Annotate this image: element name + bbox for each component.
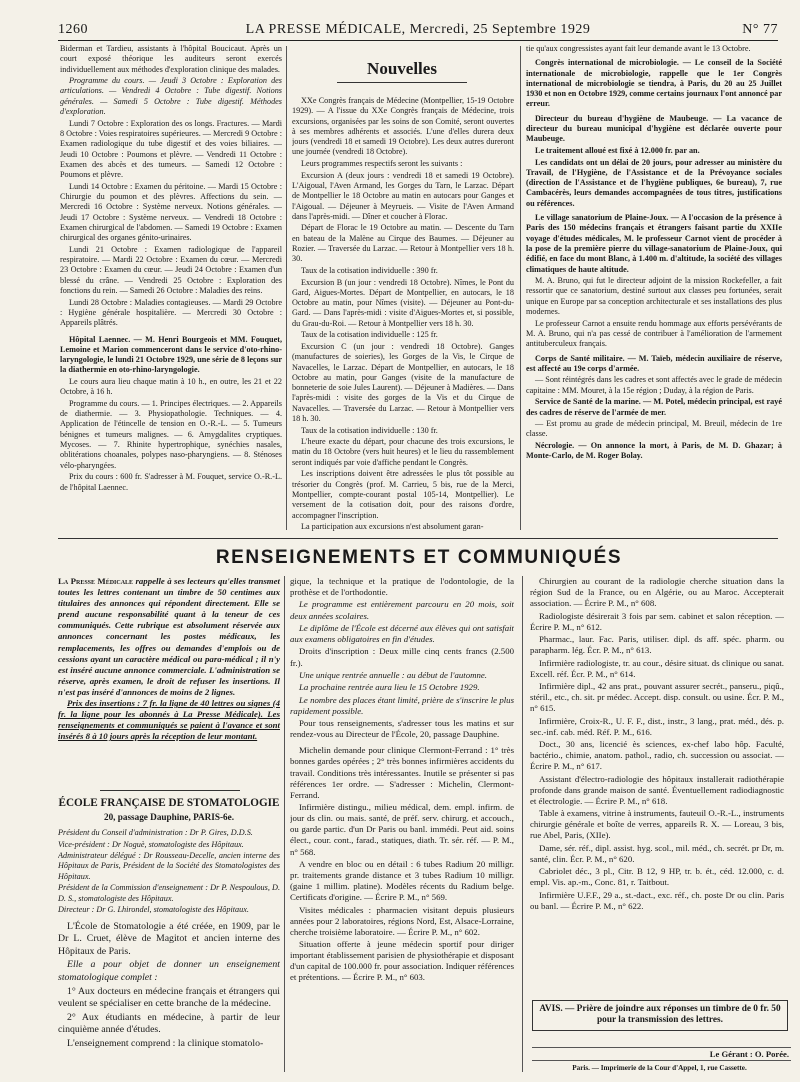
avis-box: AVIS. — Prière de joindre aux réponses un timbre de 0 fr. 50 pour la transmission des lettres. — [532, 1000, 788, 1031]
paragraph: Congrès international de microbiologie. — Le conseil de la Société internationale de microbiologie, rappelle que le 1er Congrès international de microbiologie se tiendra, à Paris, du 20 au 25 Juillet 1930 et non en Octobre 1929, comme certains journaux l'ont annoncé par erreur. — [526, 58, 782, 109]
paragraph: Lundi 21 Octobre : Examen radiologique de l'appareil respiratoire. — Mardi 22 Octobre : Examen du cœur. — Mercredi 23 Octobre : Examen du cœur. — Jeudi 24 Octobre : Examen d'un blessé du crâne. — Vendredi 25 Octobre : Exploration des fonctions du rein. — Samedi 26 Octobre : Maladies des reins. — [60, 244, 282, 296]
classified-ad: Visites médicales : pharmacien visitant depuis plusieurs années pour 2 laboratoires, régions Nord, Est, Alsace-Lorraine, cherche troisième laboratoire. — Écrire P. M., n° 602. — [290, 904, 514, 937]
officer-line: Président du Conseil d'administration : Dr P. Gires, D.D.S. — [58, 828, 253, 837]
classified-ad: Infirmière, Croix-R., U. F. F., dist., instr., 3 lang., prat. méd., dés. p. sec.-inf. cab. méd. Réf. P. M., 616. — [530, 715, 784, 737]
paragraph: 1° Aux docteurs en médecine français et étrangers qui veulent se spécialiser en cette branche de la médecine. — [58, 985, 280, 1010]
paragraph: Le cours aura lieu chaque matin à 10 h., en outre, les 21 et 22 Octobre, à 16 h. — [60, 376, 282, 397]
paragraph: gique, la technique et la pratique de l'odontologie, de la prothèse et de l'orthodontie. — [290, 576, 514, 598]
gerant-line: Le Gérant : O. Porée. — [532, 1047, 791, 1061]
classified-ad: Cabriolet déc., 3 pl., Citr. B 12, 9 HP, tr. b. ét., céd. 12.000, c. d. empl. Vis. ap.-m., Conc. 81, r. Taitbout. — [530, 866, 784, 888]
officer-line: Vice-président : Dr Noguè, stomatologiste des Hôpitaux. — [58, 839, 244, 849]
paragraph: L'École de Stomatologie a été créée, en 1909, par le Dr L. Cruet, élève de Magitot et ancien interne des Hôpitaux de Paris. — [58, 920, 280, 957]
printer-line: Paris. — Imprimerie de la Cour d'Appel, 1, rue Cassette. — [572, 1064, 747, 1072]
paragraph: Les inscriptions doivent être adressées le plus tôt possible au trésorier du Congrès (prof. M. Carrieu, 5 bis, rue de la Merci, Montpellier, compte-courant postal 105-14, Montpellier). Le versement de la cotisation doit, pour des raisons d'ordre, accompagner l'inscription. — [292, 469, 514, 520]
ecole-title: ÉCOLE FRANÇAISE DE STOMATOLOGIE — [58, 797, 280, 809]
paragraph: Le diplôme de l'École est décerné aux élèves qui ont satisfait aux examens obligatoires en fin d'études. — [290, 622, 514, 645]
notice-box — [58, 576, 280, 742]
classified-ad: Michelin demande pour clinique Clermont-Ferrand : 1° très bonnes gardes opérées ; 2° très bonnes infirmières accidents du travail. Conditions très intéressantes. Inutile se présenter si pas références 1er ordre. — S'adresser : Michelin, Clermont-Ferrand. — [290, 745, 514, 800]
section-title-nouvelles — [290, 58, 514, 83]
paragraph: XXe Congrès français de Médecine (Montpellier, 15-19 Octobre 1929). — A l'issue du XXe Congrès français de Médecine, trois excursions, organisées par les soins de son Comité, seront ouvertes à ses membres adhérents et associés. L'une d'elles durera deux jours (vendredi 18 et samedi 19 Octobre). Les deux autres dureront une journée (vendredi 18 Octobre). — [292, 96, 514, 157]
paragraph: Le programme est entièrement parcouru en 20 mois, soit deux années scolaires. — [290, 599, 514, 621]
paragraph: Nécrologie. — On annonce la mort, à Paris, de M. D. Ghazar; à Monte-Carlo, de M. Roger Bolay. — [526, 441, 782, 461]
paragraph: Biderman et Tardieu, assistants à l'hôpital Boucicaut. Après un court exposé théorique les auditeurs seront exercés individuellement aux méthodes d'exploration clinique des malades. — [60, 44, 282, 74]
paragraph: Excursion C (un jour : vendredi 18 Octobre). Ganges (manufactures de soieries), les Gorges de la Vis, le Cirque de Navacelles, le Larzac. Départ de Montpellier, en autocars, le 18 Octobre au matin, pour Ganges (visite de la manufacture de bonneterie de soie Jules Laurent). — Déjeuner à Madières. — Dans l'après-midi : visite des gorges de la Vis et du Cirque de Navacelles. — Traversée du Larzac. — Retour à Montpellier vers 18 h. 30. — [292, 341, 514, 423]
paragraph: Elle a pour objet de donner un enseignement stomatologique complet : — [58, 959, 280, 983]
officer-line: Administrateur délégué : Dr Rousseau-Decelle, ancien interne des Hôpitaux de Paris, Président de la Société des Stomatologistes des Hôpitaux. — [58, 851, 280, 881]
paragraph: Corps de Santé militaire. — M. Taïeb, médecin auxiliaire de réserve, est affecté au 19e corps d'armée. — [526, 353, 782, 373]
classified-ad: Infirmière U.F.F., 29 a., st.-dact., exc. réf., ch. poste Dr ou clin. Paris ou banl. — Écrire P. M., n° 622. — [530, 889, 784, 911]
paragraph: Le traitement alloué est fixé à 12.000 fr. par an. — [535, 145, 700, 155]
column-rule — [284, 576, 285, 1072]
paragraph: Le nombre des places étant limité, prière de s'inscrire le plus rapidement possible. — [290, 694, 514, 716]
lower-column-2 — [290, 576, 514, 1072]
section-banner: RENSEIGNEMENTS ET COMMUNIQUÉS — [215, 547, 623, 568]
paragraph: Prix du cours : 600 fr. S'adresser à M. Fouquet, service O.-R.-L. de l'hôpital Laennec. — [60, 472, 282, 492]
paragraph: Taux de la cotisation individuelle : 390 fr. — [301, 265, 438, 275]
paragraph: Lundi 28 Octobre : Maladies contagieuses. — Mardi 29 Octobre : Hygiène générale hospitalière. — Mercredi 30 Octobre : Appareils plâtrés. — [60, 297, 282, 328]
classified-ad: Situation offerte à jeune médecin sportif pour diriger important établissement parisien de physiothérapie et disposant d'un capital de 100.000 fr. pour association. Indiquer références et prétentions. — Écrire P. M., n° 603. — [290, 939, 514, 983]
paragraph: Excursion A (deux jours : vendredi 18 et samedi 19 Octobre). L'Aigoual, l'Aven Armand, les Gorges du Tarn, le Larzac. Départ de Montpellier le 18 Octobre au matin en autocars pour Ganges et l'Aigoual. — Déjeuner à Meyrueis. — Visite de l'Aven Armand dans l'après-midi. — Dîner et coucher à Florac. — [292, 170, 514, 221]
notice-price: Prix des insertions : 7 fr. la ligne de 40 lettres ou signes (4 fr. la ligne pour les abonnés à La Presse Médicale). Les renseignements et communiqués se paient à l'avance et sont insérés 8 à 10 jours après la réception de leur montant. — [58, 698, 280, 742]
paragraph: Les candidats ont un délai de 20 jours, pour adresser au ministère du Travail, de l'Hygiène, de l'Assistance et de la Prévoyance sociales (direction de l'Assistance et de l'hygiène publiques, 6e bureau), 7, rue Cambacérès, leurs demandes accompagnées de tous titres, justifications ou références. — [526, 157, 782, 208]
issue-number: N° 77 — [742, 22, 778, 37]
classified-ad: Table à examens, vitrine à instruments, fauteuil O.-R.-L., instruments chirurgie générale et boîte de verres, appareils R. X. — Loreau, 3 bis, rue Abel, Paris, (XIIe). — [530, 808, 784, 841]
notice-rule — [100, 790, 240, 791]
classified-ad: Radiologiste désirerait 3 fois par sem. cabinet et salon réception. — Écrire P. M., n° 612. — [530, 610, 784, 632]
notice-body: rappelle à ses lecteurs qu'elles transmet toutes les lettres contenant un timbre de 50 centimes aux titulaires des annonces qui répondent directement. Elle se prend aucune responsabilité quant à la teneur de ces communiqués. Cette rubrique est absolument réservée aux annonces concernant les postes médicaux, les remplacements, les offres ou demandes d'emplois ou de cessions ayant un caractère médical ou para-médical ; il n'y est inséré aucune annonce commerciale. L'administration se réserve, après examen, le droit de refuser les insertions. Il n'est pas inséré d'annonces de moins de 2 lignes. — [58, 576, 280, 697]
paragraph: L'heure exacte du départ, pour chacune des trois excursions, le matin du 18 Octobre (vers huit heures) et le lieu du rassemblement seront indiqués par voie d'affiche pendant le Congrès. — [292, 437, 514, 467]
upper-column-2 — [292, 96, 514, 534]
classified-ad: Chirurgien au courant de la radiologie cherche situation dans la région Sud de la France, ou en Algérie, ou au Maroc. Accepterait association. — Écrire P. M., n° 608. — [530, 576, 784, 609]
upper-column-3 — [526, 44, 782, 534]
lower-column-3 — [530, 576, 784, 994]
paragraph: Le professeur Carnot a ensuite rendu hommage aux efforts persévérants de M. A. Bruno, qui n'a pas cessé de contribuer à l'amélioration de l'armement antituberculeux français. — [526, 318, 782, 349]
classified-ad: Infirmière dipl., 42 ans prat., pouvant assurer secrét., panseru., piqû., stéril., etc., ch. sit. pr médec. Accept. disp. consult. ou usine. Écr. P. M., n° 615. — [530, 681, 784, 714]
publication-title: LA PRESSE MÉDICALE, Mercredi, 25 Septembre 1929 — [245, 22, 591, 37]
paragraph: La participation aux excursions n'est absolument garan- — [301, 522, 484, 532]
classified-ad: Assistant d'électro-radiologie des hôpitaux installerait radiothérapie profonde dans grande maison de santé. Éventuellement radiodiagnostic et électrologie. — Écrire P. M., n° 618. — [530, 773, 784, 806]
title-underline — [337, 82, 467, 83]
paragraph: Départ de Florac le 19 Octobre au matin. — Descente du Tarn en bateau de la Malène au Cirque des Baumes. — Déjeuner au Rozier. — Traversée du Larzac. — Retour à Montpellier vers 18 h. 30. — [292, 223, 514, 264]
paragraph: — Sont réintégrés dans les cadres et sont affectés avec le grade de médecin capitaine : MM. Mouret, à la 15e région ; Duday, à la région de Paris. — [526, 375, 782, 395]
paragraph: Programme du cours. — Jeudi 3 Octobre : Exploration des articulations. — Vendredi 4 Octobre : Tube digestif. Notions générales. — Samedi 5 Octobre : Tube digestif. Méthodes d'exploration. — [60, 76, 282, 117]
classified-ad: Infirmière distingu., milieu médical, dem. empl. infirm. de jour ds clin. ou mais. santé, de préf. serv. chirurg. et accouch., ou garde partic. d'un Dr Paris ou banl. immédi. Peut aid. soins élect., cour. cont., farad., statiques, diath. Tr. sér. réf. — P. M., n° 568. — [290, 802, 514, 857]
paragraph: La prochaine rentrée aura lieu le 15 Octobre 1929. — [299, 682, 480, 693]
paragraph: Service de Santé de la marine. — M. Potel, médecin principal, est rayé des cadres de réserve de l'armée de mer. — [526, 397, 782, 417]
ecole-column — [58, 828, 280, 1072]
notice-lead: La Presse Médicale — [58, 576, 134, 586]
column-rule — [520, 46, 521, 530]
upper-column-1 — [60, 44, 282, 534]
classified-ad: Infirmière radiologiste, tr. au cour., désire situat. ds clinique ou sanat. Excell. réf. Écr. P. M., n° 614. — [530, 657, 784, 679]
paragraph: Le village sanatorium de Plaine-Joux. — A l'occasion de la présence à Paris des 150 médecins français et étrangers faisant partie du XXIIe voyage d'études médicales, M. le professeur Carnot vient de procéder à la pose de la première pierre du village-sanatorium de Plaine-Joux, qui édifié, en face du mont Blanc, à 1.400 m. d'altitude, la société des villages climatiques de haute altitude. — [526, 213, 782, 274]
paragraph: Hôpital Laennec. — M. Henri Bourgeois et MM. Fouquet, Lemoine et Marion commenceront dans le service d'oto-rhino-laryngologie, le lundi 21 Octobre 1929, une série de 8 leçons sur la diathermie en oto-rhino-laryngologie. — [60, 334, 282, 375]
paragraph: tie qu'aux congressistes ayant fait leur demande avant le 13 Octobre. — [526, 44, 751, 53]
officer-line: Directeur : Dr G. Lhirondel, stomatologiste des Hôpitaux. — [58, 905, 249, 915]
column-rule — [286, 46, 287, 530]
paragraph: Pour tous renseignements, s'adresser tous les matins et sur rendez-vous au Directeur de l'École, 20, passage Dauphine. — [290, 718, 514, 740]
paragraph: — Est promu au grade de médecin principal, M. Breuil, médecin de 1re classe. — [526, 419, 782, 439]
paragraph: Droits d'inscription : Deux mille cinq cents francs (2.500 fr.). — [290, 646, 514, 668]
paragraph: Directeur du bureau d'hygiène de Maubeuge. — La vacance de directeur du bureau municipal d'hygiène est déclarée ouverte pour Maubeuge. — [526, 113, 782, 144]
classified-ad: Doct., 30 ans, licencié ès sciences, ex-chef labo hôp. Faculté, bactério., chimie, anatom. pathol., radio, ch. succession ou associat. — Écrire P. M., n° 617. — [530, 739, 784, 772]
page-number: 1260 — [58, 22, 88, 37]
paragraph: 2° Aux étudiants en médecine, à partir de leur cinquième année d'études. — [58, 1011, 280, 1036]
page-header — [58, 22, 778, 41]
section-rule — [58, 538, 778, 539]
classified-ad: Dame, sér. réf., dipl. assist. hyg. scol., mil. méd., ch. secrét. pr Dr, m. santé, clin. Écr. P. M., n° 620. — [530, 842, 784, 864]
classified-ad: Pharmac., laur. Fac. Paris, utiliser. dipl. ds aff. spéc. pharm. ou parapharm. lég. Écr. P. M., n° 613. — [530, 634, 784, 656]
column-rule — [522, 576, 523, 1072]
ecole-address: 20, passage Dauphine, PARIS-6e. — [103, 812, 234, 822]
paragraph: Taux de la cotisation individuelle : 125 fr. — [301, 330, 438, 340]
paragraph: Lundi 7 Octobre : Exploration des os longs. Fractures. — Mardi 8 Octobre : Voies respiratoires supérieures. — Mercredi 9 Octobre : Examen radiologique du tube digestif et des voies biliaires. — Jeudi 10 Octobre : Poumons et plèvre. — Vendredi 11 Octobre : Examen des abcès et des tumeurs. — Samedi 12 Octobre : Poumons et plèvre. — [60, 118, 282, 180]
paragraph: Excursion B (un jour : vendredi 18 Octobre). Nîmes, le Pont du Gard, Aigues-Mortes. Départ de Montpellier, en autocars, le 18 Octobre au matin, pour Nîmes (visite). — Déjeuner au Pont-du-Gard. — Dans l'après-midi : visite d'Aigues-Mortes et, si possible, du Grau-du-Roi. — Retour à Montpellier vers 18 h. 30. — [292, 277, 514, 328]
section-title-text: Nouvelles — [367, 59, 437, 78]
paragraph: Leurs programmes respectifs seront les suivants : — [301, 159, 463, 169]
paragraph: Taux de la cotisation individuelle : 130 fr. — [301, 425, 438, 435]
paragraph: Une unique rentrée annuelle : au début de l'automne. — [299, 669, 487, 680]
paragraph: Programme du cours. — 1. Principes électriques. — 2. Appareils de diathermie. — 3. Physiopathologie. Techniques. — 4. Application de l'étincelle de tension en O.-R.-L. — 5. Tumeurs bénignes et tumeurs malignes. — 6. Amygdalites cryptiques. Mycoses. — 7. Rhinite hypertrophique, synéchies nasales, oblitérations choanales, polypes naso-pharyngiens. — 8. Sténoses vélo-pharyngées. — [60, 398, 282, 470]
officer-line: Président de la Commission d'enseignement : Dr P. Nespoulous, D. D. S., stomatologiste des Hôpitaux. — [58, 883, 280, 903]
paragraph: M. A. Bruno, qui fut le directeur adjoint de la mission Rockefeller, a fait ressortir que ce sanatorium, destiné surtout aux classes peu fortunées, serait unique en Europe par sa conception architecturale et ses installations des plus modernes. — [526, 276, 782, 317]
paragraph: L'enseignement comprend : la clinique stomatolo- — [67, 1038, 264, 1050]
paragraph: Lundi 14 Octobre : Examen du péritoine. — Mardi 15 Octobre : Chirurgie du poumon et des plèvres. Affections du sein. — Mercredi 16 Octobre : Système nerveux. Notions générales. — Jeudi 17 Octobre : Système nerveux. — Vendredi 18 Octobre : Examen chirurgical de l'abdomen. — Samedi 19 Octobre : Examen chirurgical des organes génito-urinaires. — [60, 181, 282, 243]
classified-ad: A vendre en bloc ou en détail : 6 tubes Radium 20 milligr. pr. traitements grande distance et 3 tubes Radium 10 milligr. (gaine 1 millim. platine). Modèles récents du Radium belge. Certificats d'origine. — Écrire P. M., n° 569. — [290, 858, 514, 903]
